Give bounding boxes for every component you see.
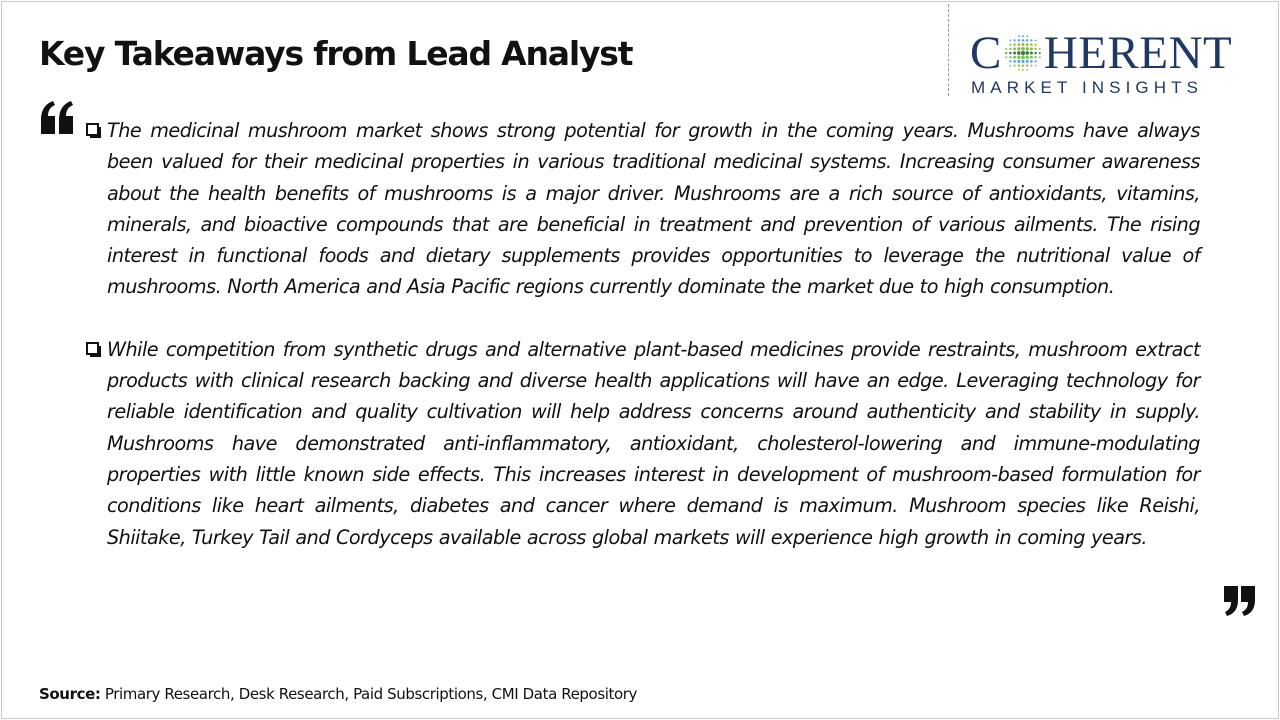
checkbox-bullet-icon: [86, 342, 99, 355]
dotted-globe-icon: [1003, 33, 1043, 73]
bullet-text: The medicinal mushroom market shows strong potential for growth in the coming years. Mushrooms have always been valued for their medicinal properties in various traditional medicinal systems. Increasing consumer awareness about the health benefits of mushrooms is a major driver. Mushrooms are a rich source of antioxidants, vitamins, minerals, and bioactive compounds that are beneficial in treatment and prevention of various ailments. The rising interest in functional foods and dietary supplements provides opportunities to leverage the nutritional value of mushrooms. North America and Asia Pacific regions currently dominate the market due to high consumption.: [107, 119, 1200, 299]
logo-wordmark: [970, 28, 1232, 78]
logo-wordmark-left: C: [970, 27, 1002, 79]
source-text: Primary Research, Desk Research, Paid Subscriptions, CMI Data Repository: [100, 685, 638, 703]
logo-tagline: MARKET INSIGHTS: [971, 78, 1204, 97]
logo-wordmark-right: HERENT: [1043, 27, 1233, 79]
close-quote-icon: [1222, 584, 1258, 618]
list-item: [86, 334, 1200, 553]
source-note: [39, 685, 637, 703]
bullet-text: While competition from synthetic drugs and alternative plant-based medicines provide restraints, mushroom extract products with clinical research backing and diverse health applications will have an edge. Leveraging technology for reliable identification and quality cultivation will help address concerns around authenticity and stability in supply. Mushrooms have demonstrated anti-inflammatory, antioxidant, cholesterol-lowering and immune-modulating properties with little known side effects. This increases interest in development of mushroom-based formulation for conditions like heart ailments, diabetes and cancer where demand is maximum. Mushroom species like Reishi, Shiitake, Turkey Tail and Cordyceps available across global markets will experience high growth in coming years.: [107, 337, 1200, 549]
open-quote-icon: [38, 98, 78, 138]
takeaways-list: [86, 115, 1200, 553]
source-label: Source:: [39, 685, 101, 703]
checkbox-bullet-icon: [86, 123, 99, 136]
page-title: Key Takeaways from Lead Analyst: [39, 34, 633, 73]
list-item: [86, 115, 1200, 303]
company-logo: [970, 28, 1260, 100]
header-divider: [948, 4, 949, 96]
